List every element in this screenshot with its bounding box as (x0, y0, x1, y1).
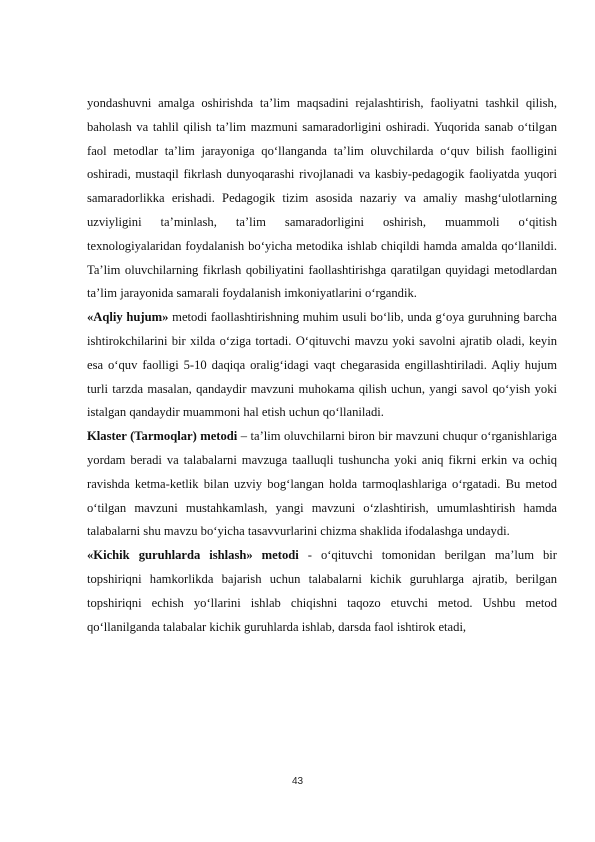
paragraph-intro-text: yondashuvni amalga oshirishda ta’lim maqsadini rejalashtirish, faoliyatni tashkil qilish, baholash va tahlil qilish ta’lim mazmuni samaradorligini oshiradi. Yuqorida sanab o‘tilgan faol metodlar ta’lim jarayoniga qo‘llanganda ta’lim oluvchilarda o‘quv bilish faolligini oshiradi, mustaqil fikrlash dunyoqarashi rivojlanadi va kasbiy-pedagogik faoliyatda yuqori samaradorlikka erishadi. Pedagogik tizim asosida nazariy va amaliy mashg‘ulotlarning uzviyligini ta’minlash, ta’lim samaradorligini oshirish, muammoli o‘qitish texnologiyalaridan foydalanish bo‘yicha metodika ishlab chiqildi hamda amalda qo‘llanildi. Ta’lim oluvchilarning fikrlash qobiliyatini faollashtirishga qaratilgan quyidagi metodlardan ta’lim jarayonida samarali foydalanish imkoniyatlarini o‘rgandik. (87, 96, 557, 301)
term-aqliy-hujum: «Aqliy hujum» (87, 310, 169, 325)
paragraph-kichik-guruhlar (87, 544, 557, 639)
body-text (87, 92, 557, 639)
page-number: 43 (291, 776, 304, 787)
term-kichik-guruhlar: «Kichik guruhlarda ishlash» metodi (87, 548, 299, 563)
paragraph-klaster (87, 425, 557, 544)
paragraph-intro (87, 92, 557, 306)
term-klaster: Klaster (Tarmoqlar) metodi (87, 429, 238, 444)
paragraph-aqliy-hujum-text: metodi faollashtirishning muhim usuli bo‘lib, unda g‘oya guruhning barcha ishtirokchilarini bir xilda o‘ziga tortadi. O‘qituvchi mavzu yoki savolni ajratib oladi, keyin esa o‘quv faolligi 5-10 daqiqa oralig‘idagi vaqt chegarasida engillashtiriladi. Aqliy hujum turli tarzda masalan, qandaydir mavzuni muhokama qilish uchun, yangi savol qo‘yish yoki istalgan qandaydir muammoni hal etish uchun qo‘llaniladi. (87, 310, 557, 420)
paragraph-kichik-guruhlar-text: - o‘qituvchi tomonidan berilgan ma’lum bir topshiriqni hamkorlikda bajarish uchun talabalarni kichik guruhlarga ajratib, berilgan topshiriqni echish yo‘llarini ishlab chiqishni taqozo etuvchi metod. Ushbu metod qo‘llanilganda talabalar kichik guruhlarda ishlab, darsda faol ishtirok etadi, (87, 548, 557, 634)
paragraph-aqliy-hujum (87, 306, 557, 425)
paragraph-klaster-text: – ta’lim oluvchilarni biron bir mavzuni chuqur o‘rganishlariga yordam beradi va talabalarni mavzuga taalluqli tushuncha yoki aniq fikrni erkin va ochiq ravishda ketma-ketlik bilan uzviy bog‘langan holda tarmoqlashlariga o‘rgatadi. Bu metod o‘tilgan mavzuni mustahkamlash, yangi mavzuni o‘zlashtirish, umumlashtirish hamda talabalarni shu mavzu bo‘yicha tasavvurlarini chizma shaklida ifodalashga undaydi. (87, 429, 557, 539)
